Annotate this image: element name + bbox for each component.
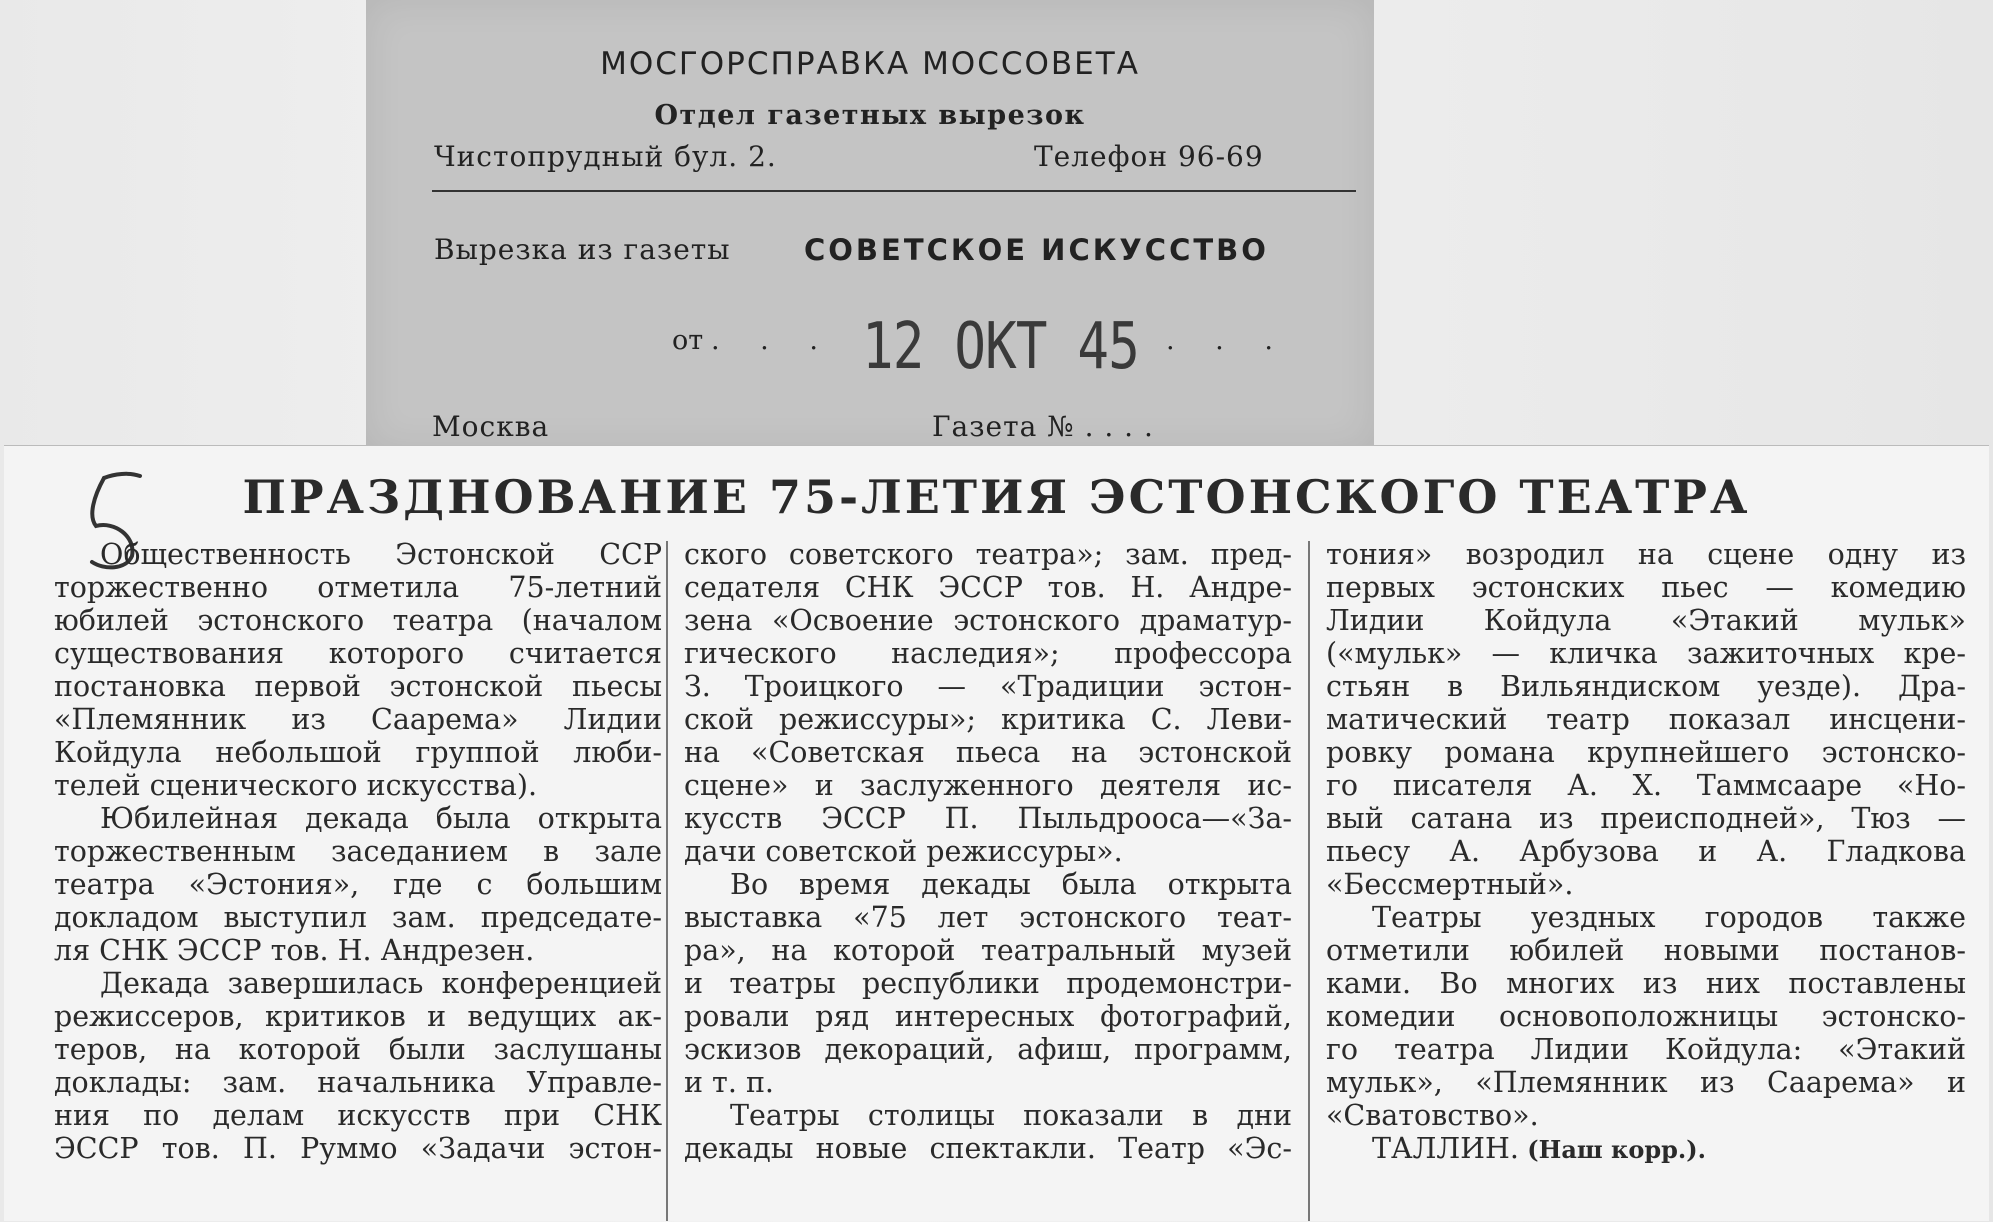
article-headline: ПРАЗДНОВАНИЕ 75-ЛЕТИЯ ЭСТОНСКОГО ТЕАТРА [242,470,1751,524]
article-line: торжественно отметила 75-летний [54,571,662,604]
article-line: ЭССР тов. П. Руммо «Задачи эстон- [54,1132,662,1165]
article-line: пьесу А. Арбузова и А. Гладкова [1326,835,1966,868]
article-line: теров, на которой были заслушаны [54,1033,662,1066]
article-line: выставка «75 лет эстонского теат- [684,901,1292,934]
article-line: матический театр показал инсцени- [1326,703,1966,736]
article-line: тония» возродил на сцене одну из [1326,538,1966,571]
stamp-dots-right: . . . [1166,325,1289,356]
article-line: го писателя А. Х. Таммсааре «Но- [1326,769,1966,802]
article-line: режиссеров, критиков и ведущих ак- [54,1000,662,1033]
article-line: театра «Эстония», где с большим [54,868,662,901]
article-line: «Бессмертный». [1326,868,1574,901]
article-line: «Племянник из Саарема» Лидии [54,703,662,736]
article-line: ния по делам искусств при СНК [54,1099,662,1132]
article-line: Юбилейная декада была открыта [100,802,662,835]
article-line: Декада завершилась конференцией [100,967,662,1000]
byline-city: ТАЛЛИН. [1372,1132,1519,1165]
article-line: Во время декады была открыта [730,868,1292,901]
stamp-issue-label [932,410,1154,443]
column-divider [1308,541,1310,1221]
stamp-divider [432,190,1356,192]
article-line: ской режиссуры»; критика С. Леви- [684,703,1292,736]
column-divider [666,541,668,1221]
article-line: Лидии Койдула «Этакий мульк» [1326,604,1966,637]
article-line: Койдула небольшой группой люби- [54,736,662,769]
article-column-3 [1326,538,1966,1165]
article-column-2 [684,538,1292,1165]
article-line: ра», на которой театральный музей [684,934,1292,967]
article-line: отметили юбилей новыми постанов- [1326,934,1966,967]
article-line: и т. п. [684,1066,774,1099]
article-column-1 [54,538,662,1165]
article-line: стьян в Вильяндиском уезде). Дра- [1326,670,1966,703]
article-line: вый сатана из преисподней», Тюз — [1326,802,1966,835]
stamp-address: Чистопрудный бул. 2. [434,140,777,173]
newspaper-clipping [4,445,1989,1221]
article-line: юбилей эстонского театра (началом [54,604,662,637]
stamp-cutting-label: Вырезка из газеты [434,233,731,266]
stamp-newspaper-name: СОВЕТСКОЕ ИСКУССТВО [804,233,1269,267]
stamp-department: Отдел газетных вырезок [654,100,1086,131]
article-line: комедии основоположницы эстонско- [1326,1000,1966,1033]
stamp-dots-left: . . . [711,325,834,356]
stamp-city: Москва [432,410,550,443]
article-line: существования которого считается [54,637,662,670]
article-line: на «Советская пьеса на эстонской [684,736,1292,769]
article-line: докладом выступил зам. председате- [54,901,662,934]
article-line: «Сватовство». [1326,1099,1539,1132]
article-line: гического наследия»; профессора [684,637,1292,670]
article-line: ровали ряд интересных фотографий, [684,1000,1292,1033]
article-line: ля СНК ЭССР тов. Н. Андрезен. [54,934,535,967]
article-line: З. Троицкого — «Традиции эстон- [684,670,1292,703]
stamp-date: 12 ОКТ 45 [862,310,1139,384]
article-line: ского советского театра»; зам. пред- [684,538,1292,571]
article-line: зена «Освоение эстонского драматур- [684,604,1292,637]
article-line: эскизов декораций, афиш, программ, [684,1033,1292,1066]
article-line: торжественным заседанием в зале [54,835,662,868]
article-line: и театры республики продемонстри- [684,967,1292,1000]
stamp-organization: МОСГОРСПРАВКА МОССОВЕТА [600,46,1140,82]
article-byline [1326,1132,1966,1165]
article-line: мульк», «Племянник из Саарема» и [1326,1066,1966,1099]
stamp-from-label: от [672,325,704,356]
article-line: ками. Во многих из них поставлены [1326,967,1966,1000]
article-line: Театры уездных городов также [1372,901,1966,934]
article-line: («мульк» — кличка зажиточных кре- [1326,637,1966,670]
clipping-service-stamp [366,0,1374,450]
byline-source: (Наш корр.). [1518,1135,1706,1164]
stamp-phone: Телефон 96-69 [1034,140,1264,173]
article-line: ровку романа крупнейшего эстонско- [1326,736,1966,769]
stamp-issue-dots: . . . . [1084,410,1154,443]
article-line: кусств ЭССР П. Пыльдрооса—«За- [684,802,1292,835]
article-line: Театры столицы показали в дни [730,1099,1292,1132]
article-line: сцене» и заслуженного деятеля ис- [684,769,1292,802]
article-line: первых эстонских пьес — комедию [1326,571,1966,604]
article-line: Общественность Эстонской ССР [100,538,662,571]
article-line: постановка первой эстонской пьесы [54,670,662,703]
article-line: декады новые спектакли. Театр «Эс- [684,1132,1292,1165]
article-line: седателя СНК ЭССР тов. Н. Андре- [684,571,1292,604]
article-line: го театра Лидии Койдула: «Этакий [1326,1033,1966,1066]
article-line: дачи советской режиссуры». [684,835,1123,868]
article-line: телей сценического искусства). [54,769,538,802]
article-line: доклады: зам. начальника Управле- [54,1066,662,1099]
stamp-issue-text: Газета № [932,410,1075,443]
